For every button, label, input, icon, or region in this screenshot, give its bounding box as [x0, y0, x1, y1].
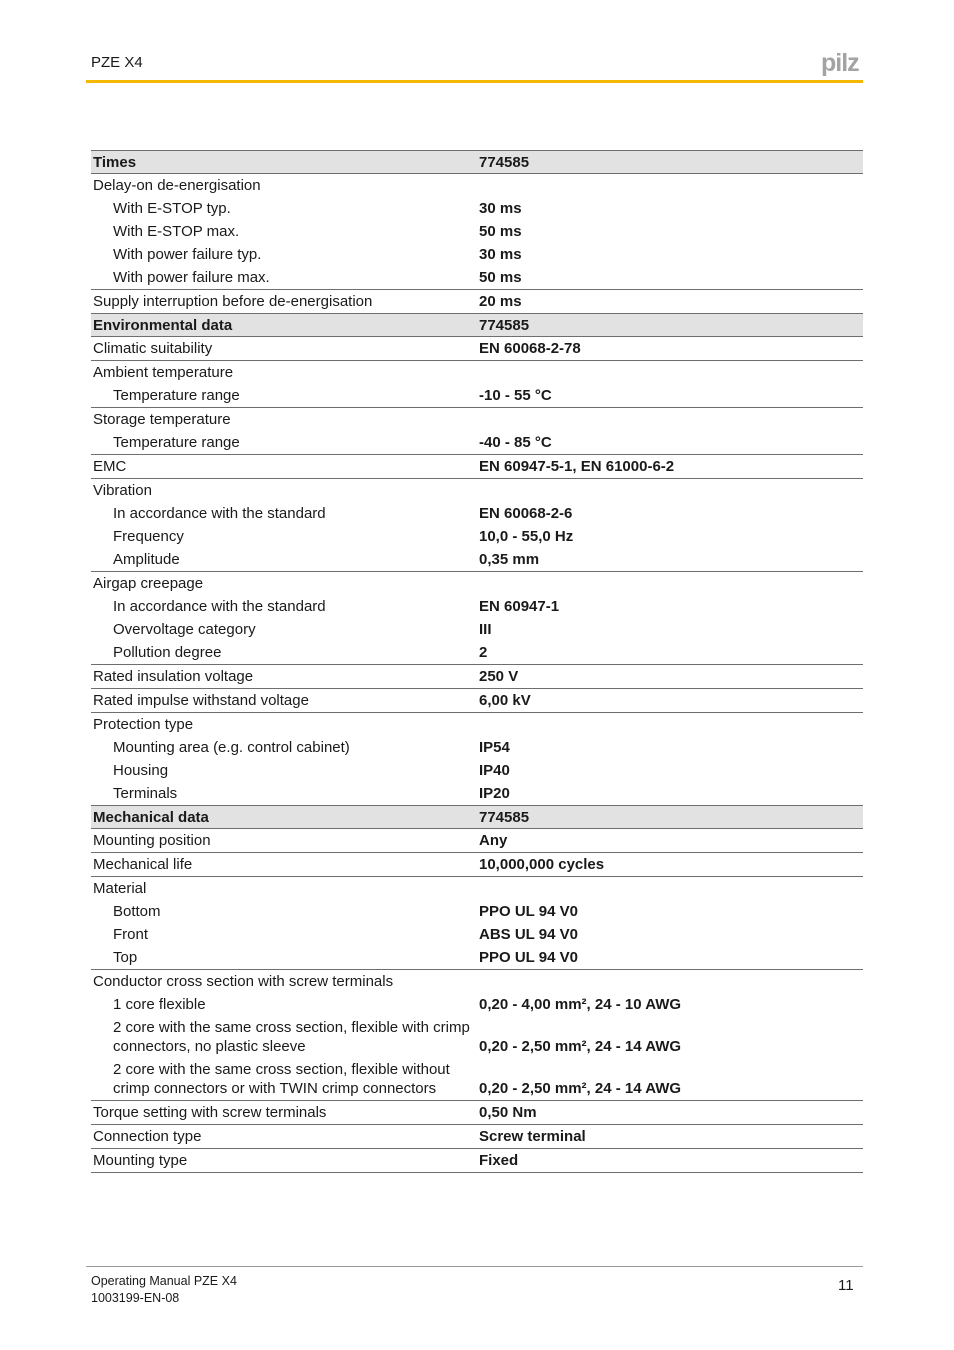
spec-value: ABS UL 94 V0 [479, 926, 578, 943]
spec-subrow [91, 548, 863, 572]
spec-label: With power failure typ. [113, 246, 262, 263]
spec-label: 2 core with the same cross section, flexible without crimp connectors or with TWIN crimp connectors [113, 1061, 450, 1097]
section-product-code: 774585 [477, 314, 863, 337]
spec-value [477, 174, 863, 198]
spec-subrow [91, 923, 863, 946]
spec-row [91, 713, 863, 737]
section-product-code: 774585 [477, 151, 863, 174]
spec-value: EN 60068-2-6 [479, 505, 573, 522]
technical-data-table [91, 150, 863, 1173]
spec-label: Bottom [113, 903, 161, 920]
spec-row [91, 853, 863, 877]
spec-row [91, 1149, 863, 1173]
spec-label: In accordance with the standard [113, 505, 326, 522]
spec-value: 0,35 mm [479, 551, 540, 568]
spec-value [477, 408, 863, 432]
spec-value: 6,00 kV [477, 689, 863, 713]
header-accent-rule [86, 80, 863, 83]
spec-value: -10 - 55 °C [479, 387, 552, 404]
spec-value: -40 - 85 °C [479, 434, 552, 451]
section-header-row [91, 314, 863, 337]
spec-value: 20 ms [477, 290, 863, 314]
header-title: PZE X4 [91, 54, 143, 71]
spec-value: 0,20 - 2,50 mm², 24 - 14 AWG [479, 1038, 682, 1055]
spec-row [91, 877, 863, 901]
page-number: 11 [838, 1277, 854, 1294]
spec-subrow [91, 266, 863, 290]
spec-subrow [91, 618, 863, 641]
spec-label: Torque setting with screw terminals [91, 1101, 477, 1125]
spec-subrow [91, 595, 863, 618]
spec-label: Rated impulse withstand voltage [91, 689, 477, 713]
spec-value: EN 60068-2-78 [479, 340, 581, 357]
spec-label: With E-STOP typ. [113, 200, 231, 217]
spec-label: 2 core with the same cross section, flexible with crimp connectors, no plastic sleeve [113, 1019, 470, 1055]
spec-label: Temperature range [113, 434, 240, 451]
pilz-logo [821, 50, 865, 78]
spec-row [91, 479, 863, 503]
spec-value: 0,20 - 2,50 mm², 24 - 14 AWG [479, 1080, 682, 1097]
spec-row [91, 1125, 863, 1149]
spec-subrow [91, 759, 863, 782]
spec-value: Fixed [477, 1149, 863, 1173]
spec-row [91, 361, 863, 385]
spec-value: 10,0 - 55,0 Hz [479, 528, 574, 545]
spec-value: 0,20 - 4,00 mm², 24 - 10 AWG [479, 996, 682, 1013]
spec-value: EN 60947-5-1, EN 61000-6-2 [477, 455, 863, 479]
spec-value: 10,000,000 cycles [477, 853, 863, 877]
spec-row [91, 408, 863, 432]
spec-value: 2 [479, 644, 488, 661]
technical-data-body [91, 151, 863, 1173]
spec-label: With power failure max. [113, 269, 270, 286]
spec-subrow [91, 220, 863, 243]
spec-label: Pollution degree [113, 644, 222, 661]
spec-label: With E-STOP max. [113, 223, 240, 240]
spec-value [477, 572, 863, 596]
section-title: Mechanical data [91, 806, 477, 829]
spec-row [91, 174, 863, 198]
spec-value [477, 877, 863, 901]
spec-subrow [91, 384, 863, 408]
spec-value: Any [479, 832, 508, 849]
spec-subrow [91, 431, 863, 455]
spec-row [91, 572, 863, 596]
spec-label: EMC [91, 455, 477, 479]
spec-subrow [91, 736, 863, 759]
spec-label: Climatic suitability [93, 340, 213, 357]
spec-value: III [479, 621, 492, 638]
spec-label: Top [113, 949, 138, 966]
spec-row [91, 829, 863, 853]
spec-subrow [91, 525, 863, 548]
spec-row [91, 1101, 863, 1125]
pilz-logo-wordmark: pilz [821, 50, 859, 77]
section-title: Times [91, 151, 477, 174]
spec-label: Mounting area (e.g. control cabinet) [113, 739, 350, 756]
spec-label: Temperature range [113, 387, 240, 404]
spec-value: 250 V [477, 665, 863, 689]
footer-document-number: 1003199-EN-08 [91, 1291, 180, 1305]
spec-value [477, 479, 863, 503]
spec-subrow [91, 243, 863, 266]
spec-subrow [91, 1058, 863, 1101]
spec-subrow [91, 900, 863, 923]
spec-label: In accordance with the standard [113, 598, 326, 615]
spec-label: Overvoltage category [113, 621, 256, 638]
spec-value [477, 970, 863, 994]
spec-row [91, 337, 863, 361]
spec-label: Material [91, 877, 477, 901]
spec-subrow [91, 641, 863, 665]
spec-subrow [91, 197, 863, 220]
spec-row [91, 689, 863, 713]
spec-row [91, 455, 863, 479]
spec-value: Screw terminal [477, 1125, 863, 1149]
spec-label: Mounting position [93, 832, 211, 849]
spec-subrow [91, 993, 863, 1016]
spec-value [477, 713, 863, 737]
spec-subrow [91, 946, 863, 970]
spec-value: EN 60947-1 [479, 598, 560, 615]
spec-label: Protection type [91, 713, 477, 737]
spec-value: 50 ms [479, 269, 522, 286]
spec-value: 50 ms [479, 223, 522, 240]
spec-label: Rated insulation voltage [91, 665, 477, 689]
spec-label: Housing [113, 762, 169, 779]
spec-value: 0,50 Nm [477, 1101, 863, 1125]
spec-value: IP54 [479, 739, 510, 756]
spec-label: Ambient temperature [91, 361, 477, 385]
spec-value: IP40 [479, 762, 510, 779]
spec-label: Amplitude [113, 551, 180, 568]
spec-value: IP20 [479, 785, 510, 802]
spec-label: Mounting type [91, 1149, 477, 1173]
footer-manual-title: Operating Manual PZE X4 [91, 1274, 237, 1288]
spec-label: Storage temperature [91, 408, 477, 432]
spec-label: Conductor cross section with screw terminals [91, 970, 477, 994]
section-title: Environmental data [91, 314, 477, 337]
spec-label: Frequency [113, 528, 184, 545]
spec-label: Terminals [113, 785, 178, 802]
section-header-row [91, 151, 863, 174]
spec-label: 1 core flexible [113, 996, 206, 1013]
spec-value: PPO UL 94 V0 [479, 949, 578, 966]
spec-row [91, 665, 863, 689]
section-header-row [91, 806, 863, 829]
spec-row [91, 970, 863, 994]
spec-label: Vibration [91, 479, 477, 503]
spec-label: Delay-on de-energisation [93, 177, 261, 194]
spec-label: Mechanical life [91, 853, 477, 877]
spec-row [91, 290, 863, 314]
spec-value: PPO UL 94 V0 [479, 903, 578, 920]
spec-subrow [91, 1016, 863, 1058]
spec-label: Connection type [91, 1125, 477, 1149]
spec-subrow [91, 502, 863, 525]
spec-label: Airgap creepage [91, 572, 477, 596]
section-product-code: 774585 [477, 806, 863, 829]
spec-label: Supply interruption before de-energisation [91, 290, 477, 314]
spec-value: 30 ms [479, 200, 522, 217]
spec-value [477, 361, 863, 385]
spec-value: 30 ms [479, 246, 522, 263]
footer-rule [86, 1266, 863, 1267]
spec-label: Front [113, 926, 149, 943]
spec-subrow [91, 782, 863, 806]
